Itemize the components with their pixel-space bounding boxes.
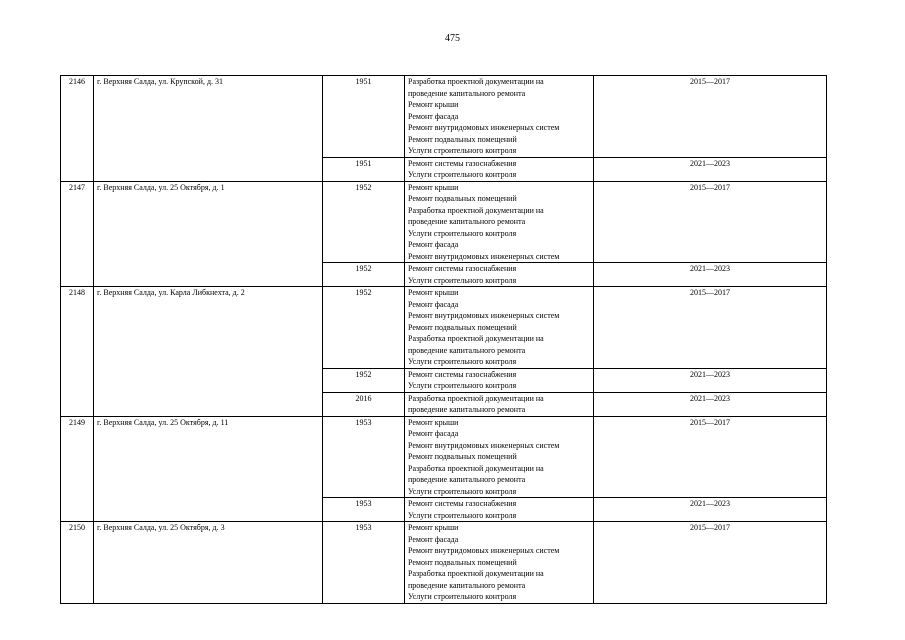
building-number-cell: 2147 — [61, 181, 94, 287]
work-item: Ремонт подвальных помещений — [408, 557, 517, 567]
year-cell: 2016 — [323, 392, 405, 416]
work-item: Ремонт подвальных помещений — [408, 194, 517, 203]
work-item: Услуги строительного контроля — [408, 486, 517, 496]
period-cell: 2015—2017 — [594, 181, 827, 263]
works-cell — [405, 76, 594, 158]
work-item: Разработка проектной документации на — [408, 77, 544, 86]
work-item: Услуги строительного контроля — [408, 146, 517, 155]
work-item: Ремонт внутридомовых инженерных систем — [408, 440, 560, 450]
work-item: Разработка проектной документации на — [408, 393, 544, 403]
work-item: Ремонт внутридомовых инженерных систем — [408, 251, 560, 261]
work-item: Услуги строительного контроля — [408, 228, 517, 238]
year-cell: 1952 — [323, 181, 405, 263]
page-number: 475 — [445, 33, 460, 44]
work-item: Ремонт крыши — [408, 417, 459, 427]
work-item: Ремонт системы газоснабжения — [408, 499, 517, 508]
work-item: Ремонт внутридомовых инженерных систем — [408, 123, 560, 132]
works-cell — [405, 522, 594, 604]
work-item: Разработка проектной документации на — [408, 334, 544, 343]
building-address-cell: г. Верхняя Салда, ул. 25 Октября, д. 1 — [94, 181, 323, 287]
work-item: проведение капитального ремонта — [408, 475, 526, 484]
work-item: Разработка проектной документации на — [408, 205, 544, 215]
work-item: Ремонт фасада — [408, 240, 459, 249]
work-item: Ремонт системы газоснабжения — [408, 158, 517, 168]
year-cell: 1953 — [323, 522, 405, 604]
period-cell: 2015—2017 — [594, 522, 827, 604]
period-cell: 2021—2023 — [594, 498, 827, 522]
table-body — [61, 76, 827, 604]
table-row — [61, 181, 827, 263]
works-cell — [405, 416, 594, 498]
works-cell — [405, 392, 594, 416]
work-item: проведение капитального ремонта — [408, 405, 526, 414]
work-item: Ремонт внутридомовых инженерных систем — [408, 546, 560, 555]
works-cell — [405, 287, 594, 369]
period-cell: 2021—2023 — [594, 368, 827, 392]
year-cell: 1952 — [323, 263, 405, 287]
work-item: проведение капитального ремонта — [408, 345, 526, 355]
work-item: Ремонт фасада — [408, 111, 459, 121]
work-item: Ремонт системы газоснабжения — [408, 369, 517, 379]
work-item: проведение капитального ремонта — [408, 88, 526, 98]
work-item: Ремонт подвальных помещений — [408, 134, 517, 144]
work-item: Ремонт фасада — [408, 534, 459, 544]
building-address-cell: г. Верхняя Салда, ул. 25 Октября, д. 3 — [94, 522, 323, 604]
period-cell: 2021—2023 — [594, 392, 827, 416]
work-item: Ремонт системы газоснабжения — [408, 264, 517, 273]
period-cell: 2015—2017 — [594, 416, 827, 498]
year-cell: 1953 — [323, 498, 405, 522]
period-cell: 2021—2023 — [594, 263, 827, 287]
work-item: Ремонт крыши — [408, 100, 459, 109]
table-row — [61, 416, 827, 498]
building-address-cell: г. Верхняя Салда, ул. 25 Октября, д. 11 — [94, 416, 323, 522]
building-number-cell: 2150 — [61, 522, 94, 604]
works-cell — [405, 498, 594, 522]
period-cell: 2015—2017 — [594, 76, 827, 158]
work-item: Услуги строительного контроля — [408, 170, 517, 179]
work-item: проведение капитального ремонта — [408, 580, 526, 590]
year-cell: 1952 — [323, 287, 405, 369]
year-cell: 1952 — [323, 368, 405, 392]
work-item: Ремонт фасада — [408, 299, 459, 309]
work-item: Ремонт внутридомовых инженерных систем — [408, 311, 560, 320]
work-item: Разработка проектной документации на — [408, 569, 544, 578]
work-item: Услуги строительного контроля — [408, 357, 517, 366]
works-cell — [405, 263, 594, 287]
period-cell: 2015—2017 — [594, 287, 827, 369]
work-item: Ремонт крыши — [408, 182, 459, 192]
repair-schedule-table — [60, 75, 827, 604]
work-item: Услуги строительного контроля — [408, 592, 517, 601]
work-item: Разработка проектной документации на — [408, 463, 544, 473]
building-number-cell: 2148 — [61, 287, 94, 417]
building-number-cell: 2146 — [61, 76, 94, 182]
table-row — [61, 522, 827, 604]
work-item: Ремонт подвальных помещений — [408, 452, 517, 461]
building-number-cell: 2149 — [61, 416, 94, 522]
work-item: Ремонт подвальных помещений — [408, 322, 517, 332]
work-item: Услуги строительного контроля — [408, 510, 517, 520]
year-cell: 1951 — [323, 157, 405, 181]
year-cell: 1951 — [323, 76, 405, 158]
year-cell: 1953 — [323, 416, 405, 498]
works-cell — [405, 157, 594, 181]
table-row — [61, 287, 827, 369]
building-address-cell: г. Верхняя Салда, ул. Карла Либкнехта, д. 2 — [94, 287, 323, 417]
table-row — [61, 76, 827, 158]
work-item: Услуги строительного контроля — [408, 275, 517, 285]
work-item: Ремонт фасада — [408, 429, 459, 438]
building-address-cell: г. Верхняя Салда, ул. Крупской, д. 31 — [94, 76, 323, 182]
work-item: Ремонт крыши — [408, 523, 459, 532]
work-item: проведение капитального ремонта — [408, 217, 526, 226]
works-cell — [405, 368, 594, 392]
work-item: Услуги строительного контроля — [408, 381, 517, 390]
works-cell — [405, 181, 594, 263]
work-item: Ремонт крыши — [408, 288, 459, 297]
period-cell: 2021—2023 — [594, 157, 827, 181]
